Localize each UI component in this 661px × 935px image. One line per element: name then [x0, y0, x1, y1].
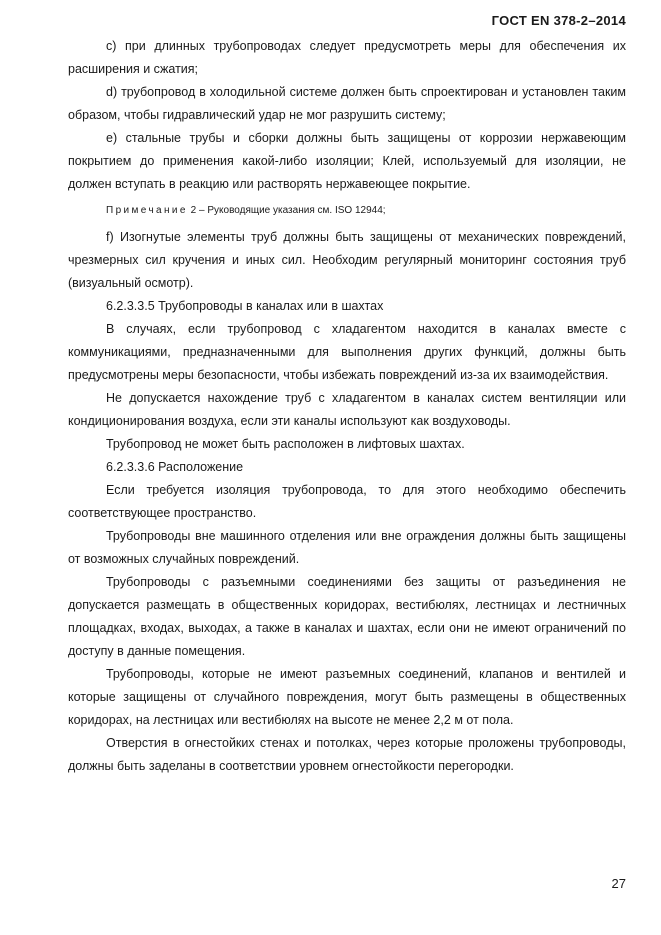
paragraph-outside-machinery: Трубопроводы вне машинного отделения или вне ограждения должны быть защищены от возможных случайных повреждений. [68, 529, 626, 566]
paragraph-ventilation: Не допускается нахождение труб с хладагентом в каналах систем вентиляции или кондиционирования воздуха, если эти каналы используют как воздуховоды. [68, 391, 626, 428]
paragraph-detachable-joints: Трубопроводы с разъемными соединениями без защиты от разъединения не допускается размещать в общественных коридорах, вестибюлях, лестницах и лестничных площадках, входах, выходах, а также в каналах и шахтах, если они не имеют ограничений по доступу в данные помещения. [68, 575, 626, 658]
section-heading-6-2-3-3-5: 6.2.3.3.5 Трубопроводы в каналах или в шахтах [106, 299, 384, 313]
document-body [68, 35, 626, 778]
paragraph-f: f) Изогнутые элементы труб должны быть защищены от механических повреждений, чрезмерных сил кручения и иных сил. Необходим регулярный мониторинг состояния труб (визуальный осмотр). [68, 230, 626, 290]
document-header: ГОСТ EN 378-2–2014 [491, 13, 626, 28]
note [68, 204, 626, 218]
paragraph-fire-walls: Отверстия в огнестойких стенах и потолках, через которые проложены трубопроводы, должны быть заделаны в соответствии уровнем огнестойкости перегородки. [68, 736, 626, 773]
paragraph-d: d) трубопровод в холодильной системе должен быть спроектирован и установлен таким образом, чтобы гидравлический удар не мог разрушить систему; [68, 85, 626, 122]
paragraph-channels: В случаях, если трубопровод с хладагентом находится в каналах вместе с коммуникациями, предназначенными для выполнения других функций, должны быть предусмотрены меры безопасности, чтобы избежать повреждений из-за их взаимодействия. [68, 322, 626, 382]
section-heading-6-2-3-3-6: 6.2.3.3.6 Расположение [106, 460, 244, 474]
paragraph-insulation: Если требуется изоляция трубопровода, то для этого необходимо обеспечить соответствующее пространство. [68, 483, 626, 520]
paragraph-c: с) при длинных трубопроводах следует предусмотреть меры для обеспечения их расширения и сжатия; [68, 39, 626, 76]
paragraph-e: е) стальные трубы и сборки должны быть защищены от коррозии нержавеющим покрытием до применения какой-либо изоляции; Клей, используемый для изоляции, не должен вступать в реакцию или растворять нержавеющее покрытие. [68, 131, 626, 191]
page-number: 27 [611, 876, 626, 891]
note-text: 2 – Руководящие указания см. ISO 12944; [190, 205, 386, 216]
paragraph-no-joints: Трубопроводы, которые не имеют разъемных соединений, клапанов и вентилей и которые защищены от случайного повреждения, могут быть размещены в общественных коридорах, на лестницах или вестибюлях на высоте не менее 2,2 м от пола. [68, 667, 626, 727]
note-label: Примечание [106, 205, 188, 216]
paragraph-elevator: Трубопровод не может быть расположен в лифтовых шахтах. [106, 437, 465, 451]
